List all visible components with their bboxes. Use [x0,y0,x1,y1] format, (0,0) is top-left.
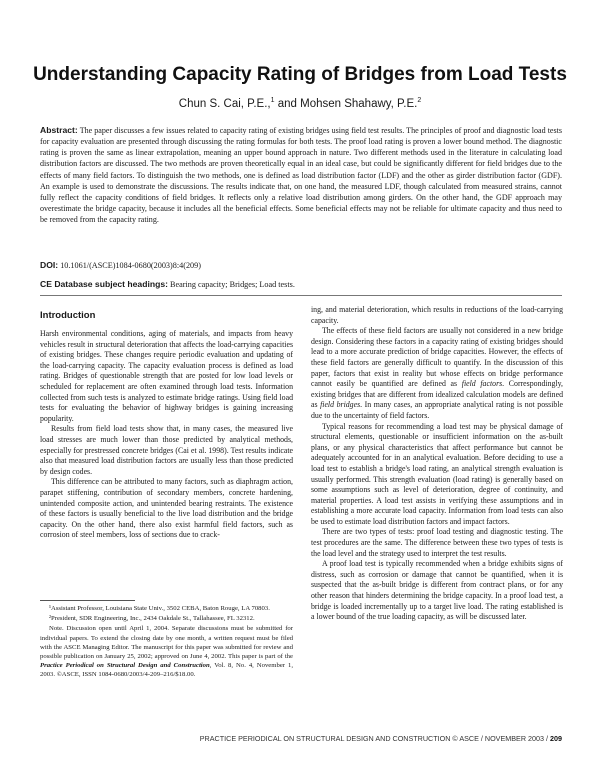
publication-note-issn: , Vol. 8, No. 4, November 1, 2003. ©ASCE, ISSN 1084-0680/2003/4-209–216/$18.00. [40,662,293,679]
footnote-2: ²President, SDR Engineering, Inc., 2434 Oakdale St., Tallahassee, FL 32312. [49,615,255,623]
term-field-factors: field factors [461,379,503,389]
author-1: Chun S. Cai, P.E., [178,97,271,110]
intro-paragraph-3: This difference can be attributed to many factors, such as diaphragm action, parapet stiffening, contribution of secondary members, concrete hardening, unintended composite action, and unintended bearing restraints. The existence of these factors is usually beneficial to the live load distribution and the bridge capacity. On the other hand, there also exist harmful field factors, such as corrosion of steel members, loss of sections due to crack- [40,477,293,540]
page-footer [200,734,562,743]
publication-note-text: Note. Discussion open until April 1, 2004. Separate discussions must be submitted for individual papers. To extend the closing date by one month, a written request must be filed with the ASCE Managing Editor. The manuscript for this paper was submitted for review and possible publication on January 25, 2002; approved on June 4, 2002. This paper is part of the [40,625,293,661]
intro-paragraph-1: Harsh environmental conditions, aging of materials, and impacts from heavy vehicles result in structural deterioration that affects the load-carrying capacities of existing bridges. These changes require periodic evaluation and updating of the load-carrying capacity. The capacity evaluation process is defined as load rating. Bridges of questionable strength that are posted for low load levels or scheduled for replacement are often examined through load tests. Information collected from such tests is analyzed to estimate bridge ratings. Using field load tests for evaluating the behavior of highway bridges is gaining increasing popularity. [40,329,293,423]
intro-paragraph-2: Results from field load tests show that, in many cases, the measured live load stresses are much lower than those predicted by analytical methods, especially for prestressed concrete bridges (Cai et al. 1998). Test results indicate also that measured load distribution factors are usually less than those predicted by design codes. [40,424,293,476]
right-paragraph-3: There are two types of tests: proof load testing and diagnostic testing. The test procedures are the same. The difference between these two types of tests is the load level and the strategy used to interpret the test results. [311,527,563,558]
right-column [311,305,563,623]
page-number: 209 [550,734,562,743]
doi-label: DOI: [40,260,59,270]
left-column [40,329,293,541]
abstract [40,125,562,225]
doi-line [40,260,560,270]
right-paragraph-1-text-c: . In many cases, an appropriate analytical rating is not possible due to the uncertainty of field factors. [311,400,563,420]
footnotes [40,604,293,681]
right-paragraph-1 [311,326,563,421]
footnote-1: ¹Assistant Professor, Louisiana State Univ., 3502 CEBA, Baton Rouge, LA 70803. [49,605,270,612]
right-paragraph-1-text-a: The effects of these field factors are usually not considered in a new bridge design. Considering these factors in a capacity rating of existing bridges should lead to a more accurate prediction of bridge capacities. However, the effects of these field factors are generally difficult to quantify. In the discussion of this paper, factors that exist in reality but whose effects on bridge performance cannot easily be quantified are defined as [311,326,563,389]
right-paragraph-1-text-b: . Correspondingly, existing bridges that are different from idealized calculation models are defined as [311,379,563,410]
author-1-footnote-mark: 1 [270,97,275,104]
subject-headings [40,279,560,289]
abstract-text: The paper discusses a few issues related to capacity rating of existing bridges using field test results. The principles of proof and diagnostic load tests for capacity evaluation are presented through discussing the rating formulas for both tests. The proof load rating is proven a lower bound method. The diagnostic rating is proven the same as linear extrapolation, meaning an upper bound approach in nature. Two different methods used in the literature in calculating load distribution factors are discussed. The two methods are proven theoretically equal in an ideal case, but could be significantly different for field bridges due to the effects of many field factors. To distinguish the two methods, one is defined as load distribution factor (LDF) and the other as girder distribution factor (GDF). An example is used to demonstrate the discussions. The results indicate that, on one hand, the measured LDF, though calculated from measured strains, cannot fully reflect the capacity conditions of field bridges. It reflects only a relative load distribution among girders. On the other hand, the GDF approach may overestimate the bridge capacity, because it includes all the beneficial effects. Some beneficial effects may not be reliable for ultimate capacity and thus need to be removed from the capacity rating. [40,126,563,225]
author-conjunction: and [274,97,301,110]
abstract-label: Abstract: [40,125,78,135]
author-line [30,97,570,110]
introduction-heading: Introduction [40,310,96,321]
author-2: Mohsen Shahawy, P.E. [300,97,418,110]
doi-value: 10.1061/(ASCE)1084-0680(2003)8:4(209) [60,261,201,270]
right-paragraph-0: ing, and material deterioration, which results in reductions of the load-carrying capacity. [311,305,563,325]
footnote-divider [40,600,135,601]
term-field-bridges: field bridges [320,400,361,410]
journal-name: Practice Periodical on Structural Design and Construction [40,662,210,670]
publication-note [40,624,293,679]
subject-headings-value: Bearing capacity; Bridges; Load tests. [170,280,295,289]
right-paragraph-4: A proof load test is typically recommended when a bridge exhibits signs of distress, such as corrosion or damage that cannot be quantified, when it is suspected that the as-built bridge is different from contract plans, or for any other reason that hinders determining the bridge capacity. In a proof load test, a bridge is loaded incrementally up to a target live load. The rating established is a lower bound of the true loading capacity, as will be discussed later. [311,559,563,622]
journal-footer-text: PRACTICE PERIODICAL ON STRUCTURAL DESIGN AND CONSTRUCTION © ASCE / NOVEMBER 2003 / [199,734,550,743]
right-paragraph-2: Typical reasons for recommending a load test may be physical damage of structural elements, questionable or insufficient information on the as-built plans, or any physical characteristics that affect performance but cannot be adequately accounted for in an analytical evaluation. Before deciding to use a load test to establish a bridge's load rating, an analytical strength evaluation is usually performed. This strength evaluation (load rating) is generally based on some assumptions such as level of deterioration, degree of continuity, and material properties. A load test assists in verifying these assumptions and in establishing a more accurate load capacity. Information from load tests can also be used to estimate load distribution factors and impact factors. [311,421,563,526]
section-divider [40,295,562,296]
subject-headings-label: CE Database subject headings: [40,279,168,289]
author-2-footnote-mark: 2 [417,97,422,104]
paper-title: Understanding Capacity Rating of Bridges from Load Tests [33,64,567,85]
